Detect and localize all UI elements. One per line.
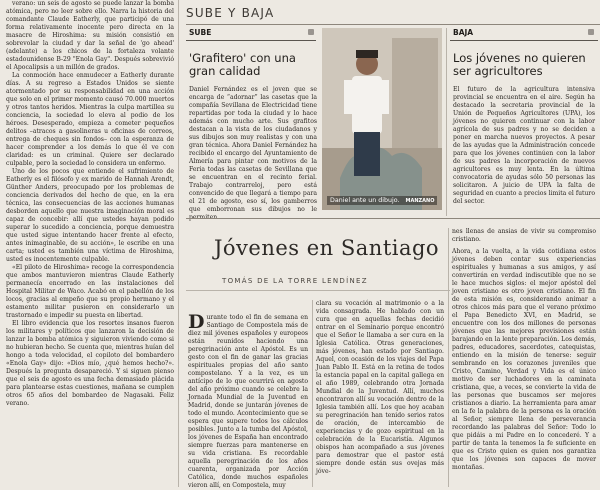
article-headline: Jóvenes en Santiago	[214, 236, 440, 260]
column-divider	[448, 228, 449, 487]
article-col2: clara su vocación al matrimonio o a la vida consagrada. He hablado con un cura que en aquellas fechas decidió entrar en el Seminario porque encontró que el Señor le llamaba a ser cura en la Iglesia Católica. Otras generaciones, más jóvenes, han estado por Santiago. Aquel, con ocasión de los viajes del Papa Juan Pablo II. Está en la retina de todos la estancia papal en la capital gallega en el año 1989, celebrando otra Jornada Mundial de la Juventud. Allí, muchos encontraron allí su vocación dentro de la Iglesia también allí. Los que hoy acaban su peregrinación han tenido serios ratos de oración, de intercambio de experiencias y de gozo espiritual en la celebración de la Eucaristía. Algunos obispos han acompañado a sus jóvenes para demostrar que el pastor está siempre donde están sus ovejas más jóve-	[316, 300, 444, 475]
article-col1-text: urante todo el fin de semana en Santiago de Compostela más de diez mil jóvenes españoles y europeos están reunidos haciendo una peregrinación ante el Apóstol. Es un gesto con el fin de ganar las gracias espirituales propias del año santo compostelano. Y a la vez, es un antícipo de lo que ocurrirá en agosto del año próximo cuando se celebre la Jornada Mundial de la Juventud en Madrid, donde se juntarán jóvenes de todo el mundo. Acontecimiento que se espera que supere todos los cálculos posibles. Junto a la tumba del Apóstol, los jóvenes de España han encontrado siempre fuerzas para mantenerse en su vida cristiana. Es recordable aquella peregrinación de los años cuarenta, organizada por Acción Católica, donde muchos españoles vieron allí, en Compostela, muy	[188, 314, 308, 489]
photo-caption	[327, 196, 437, 205]
photo-person-illustration	[322, 28, 442, 210]
left-paragraph: «El piloto de Hiroshima» recoge la correspondencia que ambos mantuvieron mientras Claude Eatherly permanecía encerrado en las instalaciones del Hospital Militar de Waco. Acabó en el pabellón de los locos, gracias al empeño que su propio hermano y el estamento militar pusieron en considerarlo un trastornado e impedir su puesta en libertad.	[6, 264, 174, 319]
section-rule	[186, 24, 600, 25]
left-paragraph: El libro evidencia que los resortes insanos fueron los militares y políticos que lanzaron la decisión de lanzar la bomba atómica y siguieron viviendo como si no hubieran hecho. Se cuenta que, mientras huían del hongo a toda velocidad, el copiloto del bombardero «Enola Gay» dijo: «Dios mío, ¿qué hemos hecho?». Después la pregunta desapareció. Y si siguen pienso que el seis de agosto es una fecha demasiado plácida para plantearse estas cuestiones, mañana se cumplen otros 65 años del bombardeo de Nagasaki. Feliz verano.	[6, 320, 174, 407]
left-paragraph: verano: un seis de agosto se puede lanzar la bomba atómica, pero no leer sobre ello. Narra la historia del comandante Claude Eatherly, que participó de una forma relativamente inocente pero directa en la masacre de Hiroshima: su misión consistió en sobrevolar la ciudad y dar la señal de 'go ahead' (adelante) a los chicos de la fortaleza volante estadounidense B-29 "Enola Gay". Después sobrevivió el Apocalipsis a un millón de grados.	[6, 0, 174, 71]
section-header: SUBE Y BAJA	[186, 6, 275, 20]
sube-tag: SUBE	[189, 28, 212, 37]
sube-marker-icon	[308, 29, 314, 35]
article-dropcap: D	[188, 311, 205, 333]
baja-marker-icon	[588, 29, 594, 35]
article-col1	[188, 311, 308, 489]
photo-caption-text: Daniel ante un dibujo.	[330, 197, 400, 204]
sube-headline: 'Grafitero' con una gran calidad	[189, 51, 296, 78]
column-divider	[312, 300, 313, 487]
tag-rule	[450, 40, 598, 41]
baja-tag: BAJA	[453, 28, 474, 37]
left-column	[6, 0, 174, 487]
section-bottom-rule	[186, 218, 600, 219]
article-col3: Ahora, a la vuelta, a la vida cotidiana estos jóvenes deben contar sus experiencias espirituales y humanas a sus amigos, y así convertirán en verdad indiscutible que no se le hace muchos siglos: el mejor apóstol del joven cristiano es otro joven cristiano. El fin de esta misión es, considerando animar a otros chicos más para que el verano próximo el Papa Benedicto XVI, en Madrid, se encuentre con los dos millones de personas jóvenes que las mejores previsiones están barajando en la lente preparación. Los demás, padres, educadores, sacerdotes, catequistas, entiendo en la misión de tenerse: seguir sembrando en los corazones juveniles que Cristo, Camino, Verdad y Vida es el único motivo de ser luchadores en la caminata cristiana, que, a veces, se convierte la vida de las personas que buscamos ser mejores cristianos a diario. La herramienta para amar en la fe la palabra de la persona es la oración al Señor, siempre llena de perseverancia recordando las palabras del Señor: Todo lo que pidáis a mi Padre en lo concederé. Y a partir de tanta la tenemos la fe suficiente en que es Cristo quien es quien nos garantiza que los jóvenes son capaces de mover montañas.	[452, 248, 596, 471]
baja-body: El futuro de la agricultura intensiva provincial se encuentra en el aire. Según ha destacado la secretaria provincial de la Unión de Pequeños Agricultores (UPA), los jóvenes no quieren continuar con la labor agrícola de sus padres y no se deciden a poner en marcha nuevos proyectos. A pesar de las ayudas que la Administración concede para que los jóvenes continúen con la labor de sus padres la incorporación de nuevos agricultores es muy lenta. En la última convocatoria de ayudas sólo 50 personas las solicitaron. A juicio de UPA la falta de seguridad en cuanto a precios limita el futuro del sector.	[453, 86, 595, 205]
article-col3-top: nes llenas de ansias de vivir su compromiso cristiano.	[452, 228, 596, 243]
left-paragraph: La conmoción hace enmudecer a Eatherly durante días. A su regreso a Estados Unidos se siente atormentado por su responsabilidad en una acción que solo en el primer momento causó 70.000 muertos y otros tantos heridos. Mientras la culpa martillea su conciencia, la sociedad lo eleva al podio de los héroes. Desesperado, empieza a cometer pequeños delitos –atracos a gasolineras u oficinas de correos, entrega de cheques sin fondos– con la esperanza de hacer comprender a los demás lo que él ve con claridad: es un criminal. Quiere ser declarado culpable, pero la sociedad lo considera un enfermo.	[6, 72, 174, 167]
article-byline: TOMÁS DE LA TORRE LENDÍNEZ	[222, 277, 368, 285]
left-paragraph: Uno de los pocos que entiende el sufrimiento de Eatherly es el filósofo y ex marido de Hannah Arendt, Günther Anders, preocupado por los problemas de conciencia derivados del hecho de que, en la era técnica, las consecuencias de las acciones humanas desborden aquello que nuestra imaginación moral es capaz de concebir: allí que ustedes hayan podido superar lo sucedido a conciencia, porque demuestra que usted sigue intentando hacer frente al efecto, antes inimaginable, de su acción», le escribe en una carta; usted es también una víctima de Hiroshima, usted es inocentemente culpable.	[6, 168, 174, 263]
photo-credit: MANZANO	[405, 198, 435, 204]
sube-body: Daniel Fernández es el joven que se encarga de “adornar” las casetas que la compañía Sevillana de Electricidad tiene repartidas por toda la ciudad y lo hace además con mucho arte. Sus grafitos destacan a la vista de los ciudadanos y sus dibujos son muy realistas y con una gran técnica. Ahora Daniel Fernández ha recibido el encargo del Ayuntamiento de Almería para pintar con motivos de la Feria todas las casetas de Sevillana que se encuentran en el recinto ferial. Trabajo contrarreloj, pero está convencido de que llegará a tiempo para el 21 de agosto, eso sí, los gamberros que emborronan sus dibujos no le	[189, 86, 317, 213]
baja-headline: Los jóvenes no quieren ser agricultores	[453, 51, 586, 78]
column-divider	[446, 28, 447, 216]
photo	[322, 28, 442, 210]
byline-rule	[186, 290, 450, 291]
tag-rule	[186, 40, 316, 41]
column-divider	[178, 0, 179, 487]
